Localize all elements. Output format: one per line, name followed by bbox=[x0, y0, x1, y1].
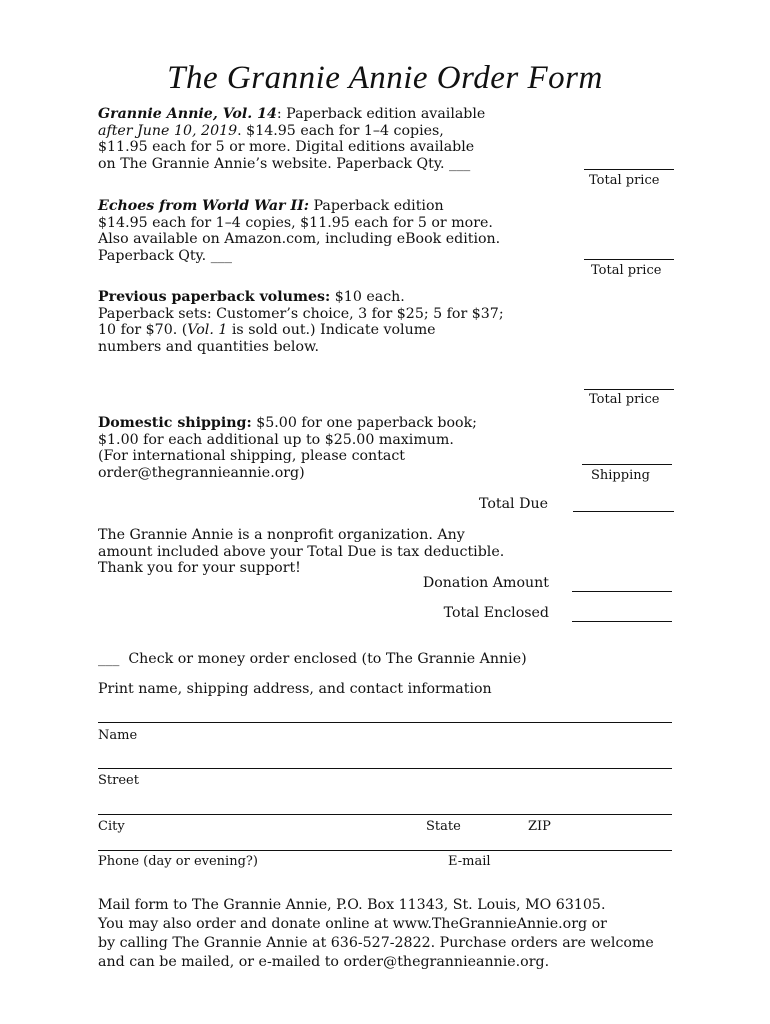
section2-price-label: Total price bbox=[591, 263, 662, 278]
check-text: Check or money order enclosed (to The Grannie Annie) bbox=[128, 651, 527, 667]
phone-label: Phone (day or evening?) bbox=[98, 854, 258, 869]
section4-line3: (For international shipping, please contact bbox=[98, 448, 405, 464]
city-state-zip-input-line[interactable] bbox=[98, 814, 672, 815]
state-label: State bbox=[426, 819, 461, 834]
name-input-line[interactable] bbox=[98, 722, 672, 723]
nonprofit-line2: amount included above your Total Due is tax deductible. bbox=[98, 543, 505, 560]
section2-line2: $14.95 each for 1–4 copies, $11.95 each for 5 or more. bbox=[98, 214, 493, 231]
section4-text1: $5.00 for one paperback book; bbox=[251, 415, 477, 431]
donation-label: Donation Amount bbox=[422, 575, 549, 591]
check-checkbox-blank[interactable]: ___ bbox=[98, 651, 120, 667]
section3-line4: numbers and quantities below. bbox=[98, 338, 319, 355]
mail-line2: You may also order and donate online at www.TheGrannieAnnie.org or bbox=[98, 916, 607, 932]
section1-line4: on The Grannie Annie’s website. Paperback Qty. ___ bbox=[98, 155, 471, 172]
section1-price-field[interactable] bbox=[584, 169, 674, 170]
section1-text1: : Paperback edition available bbox=[276, 106, 486, 122]
section2-price-field[interactable] bbox=[584, 259, 674, 260]
shipping-label: Shipping bbox=[591, 468, 650, 483]
section-grannie-annie-vol14 bbox=[98, 106, 485, 172]
donation-field[interactable] bbox=[572, 591, 672, 592]
section1-price-label: Total price bbox=[589, 173, 660, 188]
section1-line2: . $14.95 each for 1–4 copies, bbox=[237, 122, 444, 139]
street-label: Street bbox=[98, 773, 139, 788]
section3-line3b: is sold out.) Indicate volume bbox=[227, 322, 436, 338]
total-enclosed-label: Total Enclosed bbox=[443, 605, 549, 621]
section4-heading: Domestic shipping: bbox=[98, 415, 252, 431]
shipping-field[interactable] bbox=[582, 464, 672, 465]
section3-vol1: Vol. 1 bbox=[187, 322, 228, 338]
nonprofit-note bbox=[98, 527, 504, 577]
total-due-label: Total Due bbox=[478, 496, 548, 512]
section2-line3: Also available on Amazon.com, including eBook edition. bbox=[98, 231, 501, 247]
section3-line2: Paperback sets: Customer’s choice, 3 for $25; 5 for $37; bbox=[98, 305, 504, 322]
section4-line2: $1.00 for each additional up to $25.00 maximum. bbox=[98, 431, 454, 448]
section3-line3a: 10 for $70. ( bbox=[98, 322, 188, 338]
section2-text1: Paperback edition bbox=[308, 198, 444, 214]
section1-line3: $11.95 each for 5 or more. Digital editions available bbox=[98, 139, 475, 155]
section3-heading: Previous paperback volumes: bbox=[98, 289, 331, 305]
section3-price-field[interactable] bbox=[584, 389, 674, 390]
form-title: The Grannie Annie Order Form bbox=[167, 60, 603, 96]
total-due-field[interactable] bbox=[573, 511, 674, 512]
mail-instructions bbox=[98, 896, 654, 972]
section3-text1: $10 each. bbox=[330, 289, 405, 305]
section4-line4: order@thegrannieannie.org) bbox=[98, 464, 305, 481]
nonprofit-line1: The Grannie Annie is a nonprofit organization. Any bbox=[98, 527, 465, 543]
mail-line3: by calling The Grannie Annie at 636-527-2822. Purchase orders are welcome bbox=[98, 935, 654, 951]
zip-label: ZIP bbox=[528, 819, 551, 834]
total-enclosed-field[interactable] bbox=[572, 621, 672, 622]
city-label: City bbox=[98, 819, 125, 834]
name-label: Name bbox=[98, 728, 138, 743]
section-previous-volumes bbox=[98, 289, 504, 355]
street-input-line[interactable] bbox=[98, 768, 672, 769]
section1-date: after June 10, 2019 bbox=[98, 122, 238, 139]
section3-price-label: Total price bbox=[589, 392, 660, 407]
section2-line4: Paperback Qty. ___ bbox=[98, 247, 232, 264]
mail-line4: and can be mailed, or e-mailed to order@thegrannieannie.org. bbox=[98, 954, 550, 970]
section1-heading: Grannie Annie, Vol. 14 bbox=[98, 106, 277, 122]
section2-heading: Echoes from World War II: bbox=[98, 198, 309, 214]
mail-line1: Mail form to The Grannie Annie, P.O. Box 11343, St. Louis, MO 63105. bbox=[98, 897, 606, 913]
section-domestic-shipping bbox=[98, 415, 477, 481]
email-label: E-mail bbox=[448, 854, 491, 869]
section-echoes-ww2 bbox=[98, 198, 500, 264]
print-instruction: Print name, shipping address, and contact information bbox=[98, 681, 492, 697]
nonprofit-line3: Thank you for your support! bbox=[98, 560, 301, 576]
check-line bbox=[98, 651, 527, 668]
phone-email-input-line[interactable] bbox=[98, 850, 672, 851]
